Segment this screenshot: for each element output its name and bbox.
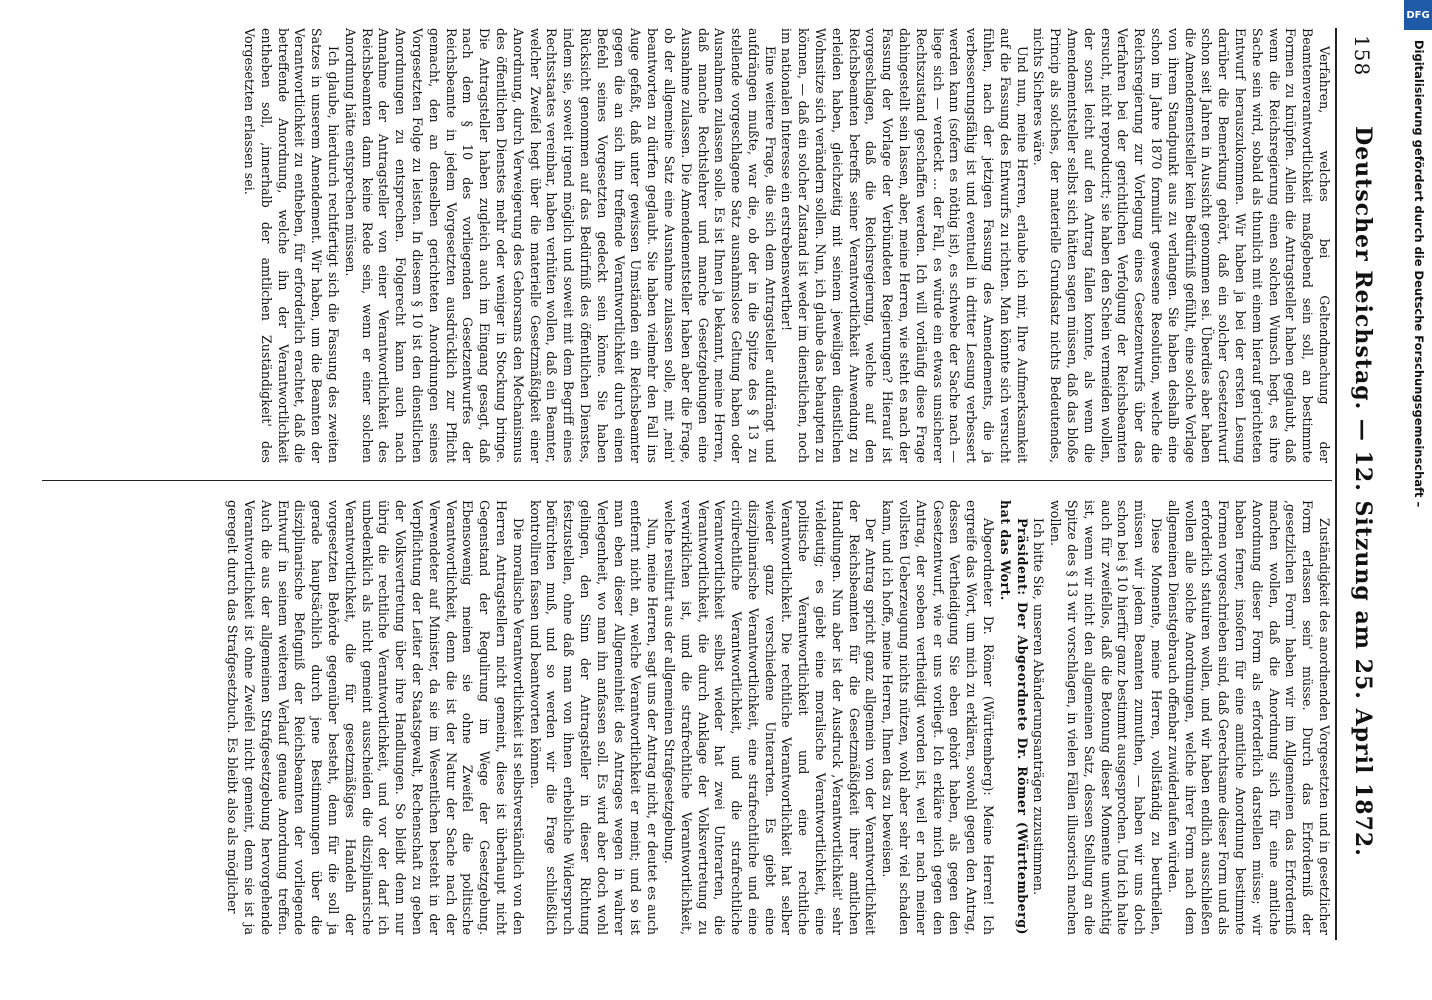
speaker-paragraph: Präsident: Der Abgeordnete Dr. Römer (Württemberg) hat das Wort. (997, 500, 1030, 935)
header-rule (1335, 28, 1337, 940)
left-column (42, 28, 1332, 463)
running-head: Deutscher Reichstag. — 12. Sitzung am 25. April 1872. (1350, 126, 1376, 857)
paragraph: Der Antrag spricht ganz allgemein von der Verantwortlichkeit der Reichsbeamten für die Gesetzmäßigkeit ihrer amtlichen Handlungen. Nun aber ist der Ausdruck ,Verantwortlichkeit' sehr vieldeutig; es giebt eine moralische Verantwortlichkeit, eine politische Verantwortlichkeit und eine rechtliche Verantwortlichkeit. Die rechtliche Verantwortlichkeit hat selber wieder ganz verschiedene Unterarten. Es giebt eine disziplinarische Verantwortlichkeit, eine strafrechtliche und eine civilrechtliche Verantwortlichkeit, und die strafrechtliche Verantwortlichkeit selbst wieder hat zwei Unterarten, die Verantwortlichkeit, die durch Anklage der Volksvertretung zu verwirklichen ist, und die strafrechtliche Verantwortlichkeit, welche resultirt aus der allgemeinen Strafgesetzgebung. (661, 500, 879, 935)
text-columns (42, 28, 1332, 940)
paragraph: Verfahren, welches bei Geltendmachung der Beamtenverantwortlichkeit maßgebend sein soll, an bestimmte Formen zu knüpfen. Allein die Antragsteller haben geglaubt, daß wenn die Reichsregierung einen solchen Wunsch hegt, es ihre Sache sein wird, sobald als thunlich mit einem hierauf gerichteten Entwurf herauszukommen. Wir haben ja bei der ersten Lesung darüber die Bemerkung gehört, daß ein solcher Gesetzentwurf schon seit Jahren in Aussicht genommen sei. Überdies aber haben die Amendementsteller kein Bedürfniß gefühlt, eine solche Vorlage von ihrem Standpunkt aus zu verlangen. Sie haben deshalb eine schon im Jahre 1870 formulirt gewesene Resolution, welche die Reichsregierung zur Vorlegung eines Gesetzentwurfs über das Verfahren bei der gerichtlichen Verfolgung der Reichsbeamten ersucht, nicht reproducirt; sie haben den Schein vermeiden wollen, der sonst leicht auf den Antrag fallen konnte, als wenn die Amendementsteller selbst sich hätten sagen müssen, daß das bloße Princip als solches, der materielle Grundsatz nichts Bedeutendes, nichts Sicheres wäre. (1031, 28, 1332, 463)
paragraph: Diese Momente, meine Herren, vollständig zu beurtheilen, müssen wir jedem Beamten zumuthen, — haben wir uns doch schon bei § 10 hierfür ganz bestimmt ausgesprochen. Und ich halte auch für zweifellos, daß die Betonung dieser Momente unwichtig ist, wenn wir nicht den allgemeinen Satz, dessen Stellung an die Spitze des § 13 wir vorschlagen, in vielen Fällen illusorisch machen wollen. (1048, 500, 1165, 935)
paragraph: Nun, meine Herren, sagt uns der Antrag nicht, er deutet es auch entfernt nicht an, welche Verantwortlichkeit er meint; und so ist man eben dieser Allgemeinheit des Antrages wegen in wahrer Verlegenheit, wo man ihn anfassen soll. Es wird aber doch wohl gelingen, den Sinn der Antragsteller in dieser Richtung festzustellen, ohne daß man von ihnen erhebliche Widerspruch befürchten muß, und so werden wir die Frage schließlich kontrolliren fassen und beantworten können. (527, 500, 661, 935)
page-number: 158 (1350, 35, 1374, 77)
paragraph: Eine weitere Frage, die sich dem Antragsteller aufdrängt und aufdrängen mußte, war die, ob der in die Spitze des § 13 zu stellende vorgeschlagene Satz ausnahmslose Geltung haben oder Ausnahmen zulassen solle. Es ist Ihnen ja bekannt, meine Herren, daß manche Rechtslehrer und manche Gesetzgebungen eine Ausnahme zulassen. Die Amendementsteller haben aber die Frage, ob der allgemeine Satz eine Ausnahme zulassen solle, mit ,nein' beantworten zu dürfen geglaubt. Sie haben vielmehr den Fall ins Auge gefaßt, daß unter gewissen Umständen ein Reichsbeamter gegen die an sich ihn treffende Verantwortlichkeit durch einen Befehl seines Vorgesetzten gedeckt sein könne. Sie haben Rücksicht genommen auf das Bedürfniß des öffentlichen Dienstes, indem sie, soweit irgend möglich und soweit mit dem Begriff eines Rechtsstaates vereinbar, haben verhüten wollen, daß ein Beamter, welcher Zweifel hegt über die materielle Gesetzmäßigkeit einer Anordnung, durch Verweigerung des Gehorsams den Mechanismus des öffentlichen Dienstes mehr oder weniger in Stockung bringe. Die Antragsteller haben zugleich auch im Eingang gesagt, daß nach dem § 10 des vorliegenden Gesetzentwurfes der Reichsbeamte in jedem Vorgesetzten ausdrücklich zur Pflicht gemacht, den an denselben gerichteten Anordnungen seines Vorgesetzten Folge zu leisten. In diesem § 10 ist den dienstlichen Anordnungen zu entsprechen. Folgerecht kann auch nach Annahme der Antragsteller von einer Verantwortlichkeit des Reichsbeamten dann keine Rede sein, wenn er einer solchen Anordnung hätte entsprechen müssen. (342, 28, 778, 463)
paragraph: Zuständigkeit des anordnenden Vorgesetzten und in gesetzlicher Form erlassen sein' müsse. Durch das Erforderniß der ,gesetzlichen Form' haben wir im Allgemeinen das Erforderniß machen wollen, daß die Anordnung sich für eine amtliche Anordnung dieser Form als erforderlich darstellen müsse; wir haben ferner, insofern für eine amtliche Anordnung bestimmte Formen vorgeschrieben sind, daß Gerechtsame dieser Form und als erforderlich statuiren wollen, und wir haben endlich ausschließen wollen alle solche Anordnungen, welche ihrer Form nach dem allgemeinen Dienstgebrauch offenbar zuwiderlaufen würden. (1165, 500, 1332, 935)
paragraph: Die moralische Verantwortlichkeit ist selbstverständlich von den Herren Antragstellern nicht gemeint, diese ist überhaupt nicht Gegenstand der Regulirung im Wege der Gesetzgebung. Ebensowenig meinen sie ohne Zweifel die politische Verantwortlichkeit, denn die ist der Natur der Sache nach der Verwendeter auf Minister, da sie im Wesentlichen besteht in der Verpflichtung der Leiter der Staatsgewalt, Rechenschaft zu geben der Volksvertretung über ihre Handlungen. So bleibt denn nur übrig die rechtliche Verantwortlichkeit, und vor der darf ich unbedenklich als nicht gemeint ausscheiden die disziplinarische Verantwortlichkeit, die für gesetzmäßiges Handeln der vorgesetzten Behörde gegenüber besteht, denn für die soll ja gerade hauptsächlich durch jene Bestimmungen über die disziplinarische Befugniß der Reichsbeamten der vorliegende Entwurf in seinem weiteren Verlauf genaue Anordnung treffen. Auch die aus der allgemeinen Strafgesetzgebung hervorgehende Verantwortlichkeit ist ohne Zweifel nicht gemeint, denn sie ist ja geregelt durch das Strafgesetzbuch. Es bleibt also als möglicher (225, 500, 526, 935)
column-divider (42, 480, 1332, 481)
paragraph: Ich bitte Sie, unseren Abänderungsanträgen zuzustimmen. (1031, 518, 1047, 896)
paragraph: Und nun, meine Herren, erlaube ich mir, Ihre Aufmerksamkeit auf die Fassung des Entwurfs zu richten. Man könnte sich versucht fühlen, nach der jetzigen Fassung des Amendements, die ja verbesserungsfähig ist und eventuell in dritter Lesung verbessert werden kann (sofern es nöthig ist), es schwebe der Sache nach — liege sich — verdeckt ... der Fall, es würde ein etwas unsicherer Rechtszustand geschaffen werden. Ich will vorläufig diese Frage dahingestellt sein lassen, aber, meine Herren, wie steht es nach der Fassung der Vorlage der Verbündeten Regierungen? Hierauf ist vorgeschlagen, daß die Reichsregierung, welche auf den Reichsbeamten betreffs seiner Verantwortlichkeit Anwendung zu erleiden haben, gleichzeitig mit seinem jeweiligen dienstlichen Wohnsitze sich verändern sollen. Nun, ich glaube das behaupten zu können, — daß ein solcher Zustand ist weder im dienstlichen, noch im nationalen Interesse ein erstrebenswerther! (779, 28, 1030, 463)
dfg-credit (1404, 0, 1432, 1000)
paragraph: Abgeordneter Dr. Römer (Württemberg): Meine Herren! Ich ergreife das Wort, um mich zu erklären, sowohl gegen den Antrag, dessen Vertheidigung Sie eben gehört haben, als gegen den Gesetzentwurf, wie er uns vorliegt. Ich erkläre mich gegen den Antrag, der soeben vertheidigt worden ist, weil er nach meiner vollsten Ueberzeugung nichts nützen, wohl aber sehr viel schaden kann, und ich hoffe, meine Herren, Ihnen das zu beweisen. (880, 500, 997, 935)
paragraph: Ich glaube, hierdurch rechtfertigt sich die Fassung des zweiten Satzes in unserem Amendement. Wir haben, um die Beamten der Verantwortlichkeit zu entheben, für erforderlich erachtet, daß die betreffende Anordnung, welche ihn der Verantwortlichkeit entheben soll, ,innerhalb der amtlichen Zuständigkeit' des Vorgesetzten erlassen sei. (242, 28, 341, 463)
dfg-logo: DFG (1404, 0, 1432, 30)
dfg-credit-text: Digitalisierung gefördert durch die Deutsche Forschungsgemeinschaft – (1412, 40, 1426, 508)
right-column (42, 500, 1332, 935)
